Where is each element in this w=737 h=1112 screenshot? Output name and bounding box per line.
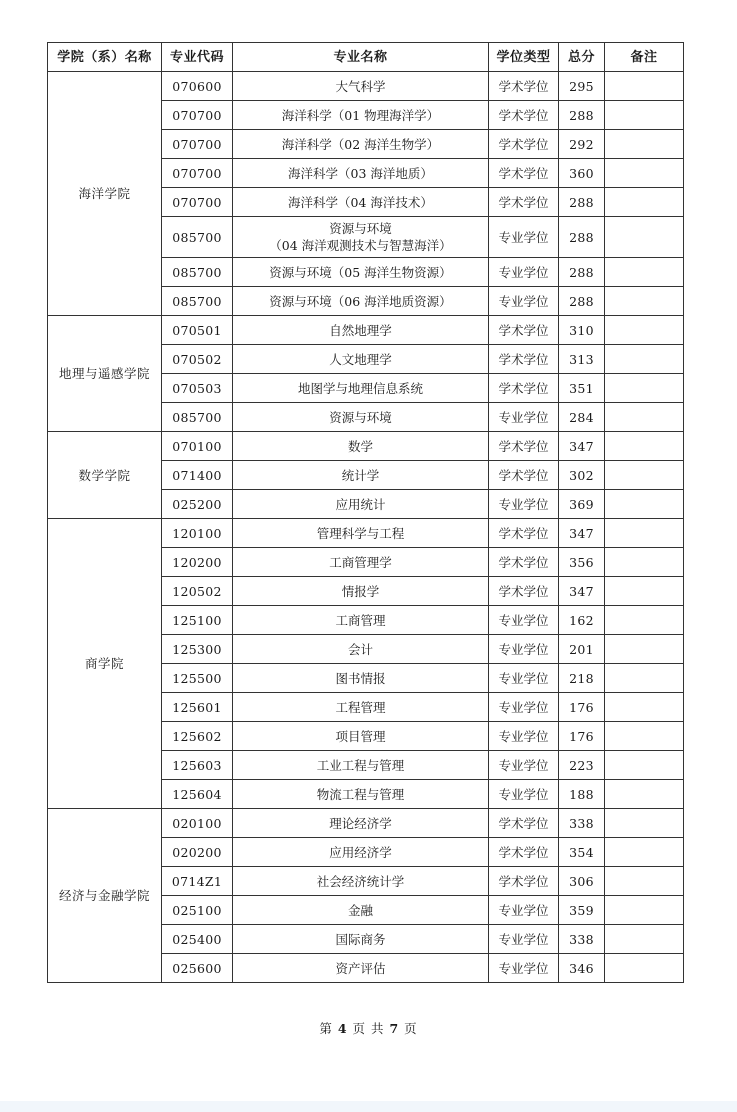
- major-code-cell: 070700: [162, 159, 233, 188]
- major-code-cell: 070100: [162, 432, 233, 461]
- major-name-cell: 地图学与地理信息系统: [233, 374, 489, 403]
- table-row: [48, 519, 684, 548]
- total-score-cell: 176: [559, 722, 605, 751]
- major-name-cell: 应用统计: [233, 490, 489, 519]
- header-row: [48, 43, 684, 72]
- note-cell: [605, 72, 684, 101]
- major-code-cell: 125604: [162, 780, 233, 809]
- total-score-cell: 288: [559, 217, 605, 258]
- note-cell: [605, 722, 684, 751]
- note-cell: [605, 432, 684, 461]
- major-code-cell: 120502: [162, 577, 233, 606]
- note-cell: [605, 896, 684, 925]
- total-score-cell: 288: [559, 101, 605, 130]
- major-code-cell: 085700: [162, 258, 233, 287]
- total-score-cell: 369: [559, 490, 605, 519]
- note-cell: [605, 809, 684, 838]
- major-code-cell: 070600: [162, 72, 233, 101]
- note-cell: [605, 780, 684, 809]
- total-score-cell: 354: [559, 838, 605, 867]
- header-degree-type: 学位类型: [489, 43, 559, 72]
- degree-type-cell: 专业学位: [489, 490, 559, 519]
- degree-type-cell: 专业学位: [489, 780, 559, 809]
- table-row: [48, 316, 684, 345]
- major-code-cell: 025400: [162, 925, 233, 954]
- major-name-cell: 工商管理学: [233, 548, 489, 577]
- header-major: 专业名称: [233, 43, 489, 72]
- major-name-cell: 物流工程与管理: [233, 780, 489, 809]
- current-page-number: 4: [337, 1021, 348, 1036]
- degree-type-cell: 学术学位: [489, 867, 559, 896]
- major-code-cell: 070700: [162, 101, 233, 130]
- total-score-cell: 347: [559, 577, 605, 606]
- total-score-cell: 292: [559, 130, 605, 159]
- note-cell: [605, 751, 684, 780]
- major-code-cell: 070700: [162, 130, 233, 159]
- degree-type-cell: 专业学位: [489, 693, 559, 722]
- total-score-cell: 188: [559, 780, 605, 809]
- total-score-cell: 338: [559, 809, 605, 838]
- total-score-cell: 338: [559, 925, 605, 954]
- total-score-cell: 223: [559, 751, 605, 780]
- degree-type-cell: 学术学位: [489, 101, 559, 130]
- major-name-cell: 工业工程与管理: [233, 751, 489, 780]
- table-header: [48, 43, 684, 72]
- note-cell: [605, 606, 684, 635]
- major-code-cell: 125601: [162, 693, 233, 722]
- major-name-cell: 金融: [233, 896, 489, 925]
- degree-type-cell: 学术学位: [489, 519, 559, 548]
- major-code-cell: 071400: [162, 461, 233, 490]
- major-name-cell: 资产评估: [233, 954, 489, 983]
- degree-type-cell: 专业学位: [489, 403, 559, 432]
- major-name-cell: 海洋科学（01 物理海洋学）: [233, 101, 489, 130]
- major-code-cell: 120200: [162, 548, 233, 577]
- total-score-cell: 313: [559, 345, 605, 374]
- total-score-cell: 351: [559, 374, 605, 403]
- major-code-cell: 025600: [162, 954, 233, 983]
- note-cell: [605, 258, 684, 287]
- note-cell: [605, 925, 684, 954]
- degree-type-cell: 学术学位: [489, 316, 559, 345]
- note-cell: [605, 954, 684, 983]
- degree-type-cell: 学术学位: [489, 577, 559, 606]
- degree-type-cell: 专业学位: [489, 954, 559, 983]
- degree-type-cell: 专业学位: [489, 925, 559, 954]
- degree-type-cell: 学术学位: [489, 188, 559, 217]
- degree-type-cell: 学术学位: [489, 374, 559, 403]
- degree-type-cell: 专业学位: [489, 287, 559, 316]
- total-score-cell: 302: [559, 461, 605, 490]
- note-cell: [605, 101, 684, 130]
- table-row: [48, 809, 684, 838]
- degree-type-cell: 专业学位: [489, 722, 559, 751]
- total-score-cell: 284: [559, 403, 605, 432]
- total-score-cell: 162: [559, 606, 605, 635]
- degree-type-cell: 学术学位: [489, 159, 559, 188]
- total-score-cell: 288: [559, 258, 605, 287]
- table-row: [48, 72, 684, 101]
- major-code-cell: 085700: [162, 217, 233, 258]
- note-cell: [605, 345, 684, 374]
- major-code-cell: 085700: [162, 403, 233, 432]
- note-cell: [605, 188, 684, 217]
- total-score-cell: 360: [559, 159, 605, 188]
- footer-suffix: 页: [404, 1021, 418, 1036]
- note-cell: [605, 403, 684, 432]
- major-code-cell: 025200: [162, 490, 233, 519]
- score-table: [47, 42, 684, 983]
- school-name-cell: 数学学院: [48, 432, 162, 519]
- note-cell: [605, 838, 684, 867]
- degree-type-cell: 学术学位: [489, 838, 559, 867]
- total-page-number: 7: [389, 1021, 400, 1036]
- table-row: [48, 432, 684, 461]
- degree-type-cell: 专业学位: [489, 751, 559, 780]
- degree-type-cell: 专业学位: [489, 217, 559, 258]
- degree-type-cell: 专业学位: [489, 606, 559, 635]
- major-name-cell: 项目管理: [233, 722, 489, 751]
- major-name-cell: 国际商务: [233, 925, 489, 954]
- degree-type-cell: 学术学位: [489, 809, 559, 838]
- school-name-cell: 经济与金融学院: [48, 809, 162, 983]
- major-code-cell: 0714Z1: [162, 867, 233, 896]
- note-cell: [605, 490, 684, 519]
- major-name-cell: 资源与环境（05 海洋生物资源）: [233, 258, 489, 287]
- note-cell: [605, 159, 684, 188]
- major-name-line-2: （04 海洋观测技术与智慧海洋）: [269, 238, 452, 253]
- note-cell: [605, 867, 684, 896]
- major-name-cell: 理论经济学: [233, 809, 489, 838]
- school-name-cell: 地理与遥感学院: [48, 316, 162, 432]
- major-code-cell: 070700: [162, 188, 233, 217]
- major-name-cell: 统计学: [233, 461, 489, 490]
- note-cell: [605, 316, 684, 345]
- note-cell: [605, 548, 684, 577]
- note-cell: [605, 693, 684, 722]
- major-code-cell: 070503: [162, 374, 233, 403]
- major-name-cell: 工商管理: [233, 606, 489, 635]
- header-school: 学院（系）名称: [48, 43, 162, 72]
- total-score-cell: 356: [559, 548, 605, 577]
- total-score-cell: 359: [559, 896, 605, 925]
- school-name-cell: 商学院: [48, 519, 162, 809]
- degree-type-cell: 学术学位: [489, 345, 559, 374]
- total-score-cell: 218: [559, 664, 605, 693]
- total-score-cell: 347: [559, 519, 605, 548]
- note-cell: [605, 130, 684, 159]
- note-cell: [605, 461, 684, 490]
- major-code-cell: 070502: [162, 345, 233, 374]
- major-name-cell: 数学: [233, 432, 489, 461]
- note-cell: [605, 217, 684, 258]
- degree-type-cell: 学术学位: [489, 548, 559, 577]
- header-total-score: 总分: [559, 43, 605, 72]
- footer-prefix: 第: [319, 1021, 333, 1036]
- major-name-cell: [233, 217, 489, 258]
- major-code-cell: 085700: [162, 287, 233, 316]
- page-footer: [0, 1019, 737, 1037]
- major-name-cell: 海洋科学（02 海洋生物学）: [233, 130, 489, 159]
- major-code-cell: 120100: [162, 519, 233, 548]
- total-score-cell: 295: [559, 72, 605, 101]
- note-cell: [605, 374, 684, 403]
- major-name-cell: 会计: [233, 635, 489, 664]
- major-name-cell: 情报学: [233, 577, 489, 606]
- major-name-cell: 社会经济统计学: [233, 867, 489, 896]
- degree-type-cell: 学术学位: [489, 72, 559, 101]
- major-name-cell: 工程管理: [233, 693, 489, 722]
- total-score-cell: 306: [559, 867, 605, 896]
- header-code: 专业代码: [162, 43, 233, 72]
- major-code-cell: 020200: [162, 838, 233, 867]
- major-code-cell: 125300: [162, 635, 233, 664]
- total-score-cell: 288: [559, 188, 605, 217]
- footer-middle: 页 共: [352, 1021, 385, 1036]
- header-note: 备注: [605, 43, 684, 72]
- major-name-cell: 资源与环境: [233, 403, 489, 432]
- degree-type-cell: 学术学位: [489, 461, 559, 490]
- school-name-cell: 海洋学院: [48, 72, 162, 316]
- major-code-cell: 070501: [162, 316, 233, 345]
- major-code-cell: 025100: [162, 896, 233, 925]
- major-name-cell: 应用经济学: [233, 838, 489, 867]
- degree-type-cell: 学术学位: [489, 130, 559, 159]
- major-code-cell: 125603: [162, 751, 233, 780]
- degree-type-cell: 专业学位: [489, 664, 559, 693]
- degree-type-cell: 专业学位: [489, 896, 559, 925]
- major-code-cell: 125500: [162, 664, 233, 693]
- total-score-cell: 346: [559, 954, 605, 983]
- major-name-cell: 自然地理学: [233, 316, 489, 345]
- major-name-line-1: 资源与环境: [329, 221, 392, 236]
- major-name-cell: 资源与环境（06 海洋地质资源）: [233, 287, 489, 316]
- total-score-cell: 347: [559, 432, 605, 461]
- major-name-cell: 人文地理学: [233, 345, 489, 374]
- total-score-cell: 176: [559, 693, 605, 722]
- degree-type-cell: 专业学位: [489, 635, 559, 664]
- table-body: [48, 72, 684, 983]
- total-score-cell: 201: [559, 635, 605, 664]
- degree-type-cell: 专业学位: [489, 258, 559, 287]
- major-name-cell: 海洋科学（03 海洋地质）: [233, 159, 489, 188]
- note-cell: [605, 287, 684, 316]
- total-score-cell: 288: [559, 287, 605, 316]
- note-cell: [605, 635, 684, 664]
- note-cell: [605, 519, 684, 548]
- major-name-cell: 大气科学: [233, 72, 489, 101]
- major-name-cell: 管理科学与工程: [233, 519, 489, 548]
- major-code-cell: 125100: [162, 606, 233, 635]
- total-score-cell: 310: [559, 316, 605, 345]
- major-code-cell: 020100: [162, 809, 233, 838]
- major-name-cell: 图书情报: [233, 664, 489, 693]
- degree-type-cell: 学术学位: [489, 432, 559, 461]
- major-name-cell: 海洋科学（04 海洋技术）: [233, 188, 489, 217]
- major-code-cell: 125602: [162, 722, 233, 751]
- bottom-strip: [0, 1101, 737, 1112]
- note-cell: [605, 664, 684, 693]
- note-cell: [605, 577, 684, 606]
